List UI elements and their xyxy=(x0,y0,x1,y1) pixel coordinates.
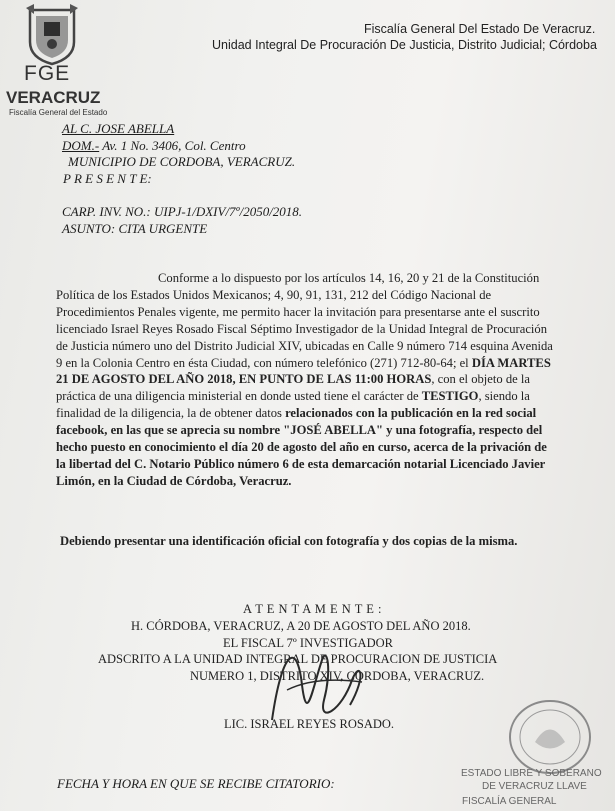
presente: P R E S E N T E: xyxy=(63,171,152,186)
body-line: licenciado Israel Reyes Rosado Fiscal Séptimo Investigador de la Unidad Integral de Procuración xyxy=(56,321,548,336)
body-line xyxy=(56,371,601,388)
logo-fge-text: FGE xyxy=(24,62,71,85)
dom-value: Av. 1 No. 3406, Col. Centro xyxy=(99,138,246,153)
body-line: la libertad del C. Notario Público número 6 de esta demarcación notarial Licenciado Javier xyxy=(56,456,546,471)
stamp-line-3: FISCALÍA GENERAL xyxy=(462,796,557,807)
dom-label: DOM.- xyxy=(62,138,100,153)
body-line: de Justicia número uno del Distrito Judicial XIV, ubicadas en Calle 9 número 714 esquina Avenida xyxy=(56,338,553,353)
body-line: facebook, en las que se aprecia su nombre "JOSÉ ABELLA" y una fotografía, respecto del xyxy=(56,423,543,438)
body-bold-segment: DÍA MARTES xyxy=(471,355,551,370)
recipient-city: MUNICIPIO DE CORDOBA, VERACRUZ. xyxy=(68,154,296,169)
signer-name: LIC. ISRAEL REYES ROSADO. xyxy=(224,717,395,731)
body-text-segment: , con el objeto de la xyxy=(431,372,530,387)
stamp-line-1: ESTADO LIBRE Y SOBERANO xyxy=(461,768,602,779)
recipient-address xyxy=(62,138,246,154)
body-line xyxy=(56,355,601,372)
body-line: Conforme a lo dispuesto por los artículos 14, 16, 20 y 21 de la Constitución xyxy=(158,271,540,285)
body-text-segment: 9 en la Colonia Centro en ésta Ciudad, con número telefónico (271) 712-80-64; el xyxy=(56,355,472,370)
coat-of-arms-icon xyxy=(22,4,82,66)
body-text-segment: , siendo la xyxy=(478,389,530,404)
atentamente: A T E N T A M E N T E : xyxy=(243,602,382,616)
header-line-2: Unidad Integral De Procuración De Justicia, Distrito Judicial; Córdoba xyxy=(212,38,597,52)
numero-line: NUMERO 1, DISTRITO XIV, CORDOBA, VERACRUZ. xyxy=(190,669,485,683)
body-line xyxy=(56,405,601,422)
body-line: Procedimientos Penales vigente, me permito hacer la invitación para presentarse ante el suscrito xyxy=(56,304,540,319)
subject: ASUNTO: CITA URGENTE xyxy=(62,221,208,236)
body-bold-segment: relacionados con la publicación en la red social xyxy=(285,406,537,421)
case-number: CARP. INV. NO.: UIPJ-1/DXIV/7º/2050/2018. xyxy=(62,204,303,219)
logo-subtitle: Fiscalía General del Estado xyxy=(9,108,108,117)
body-bold-segment: TESTIGO xyxy=(421,389,479,404)
body-line xyxy=(56,388,601,405)
adscrito-line: ADSCRITO A LA UNIDAD INTEGRAL DE PROCURACION DE JUSTICIA xyxy=(98,652,498,666)
official-seal-icon xyxy=(505,697,595,777)
received-date-label: FECHA Y HORA EN QUE SE RECIBE CITATORIO: xyxy=(57,776,335,791)
recipient-name: AL C. JOSE ABELLA xyxy=(62,121,175,136)
identification-note: Debiendo presentar una identificación oficial con fotografía y dos copias de la misma. xyxy=(60,534,518,548)
body-text-segment: finalidad de la diligencia, la de obtener datos xyxy=(56,406,286,421)
body-bold-segment: 21 DE AGOSTO DEL AÑO 2018, EN PUNTO DE LAS 11:00 HORAS xyxy=(56,372,432,387)
header-line-1: Fiscalía General Del Estado De Veracruz. xyxy=(364,22,596,36)
body-text-segment: práctica de una diligencia ministerial en donde usted tiene el carácter de xyxy=(56,389,422,404)
body-paragraph xyxy=(56,270,601,490)
stamp-line-2: DE VERACRUZ LLAVE xyxy=(482,781,587,792)
body-line: hecho puesto en conocimiento el día 20 de agosto del año en curso, acerca de la privación de xyxy=(56,440,547,455)
fge-veracruz-logo xyxy=(4,2,124,120)
signature-date: H. CÓRDOBA, VERACRUZ, A 20 DE AGOSTO DEL AÑO 2018. xyxy=(131,619,471,633)
body-line: Limón, en la Ciudad de Córdoba, Veracruz. xyxy=(56,473,292,488)
logo-veracruz-text: VERACRUZ xyxy=(6,88,101,107)
fiscal-title: EL FISCAL 7º INVESTIGADOR xyxy=(223,636,393,650)
body-line: Política de los Estados Unidos Mexicanos; 4, 90, 91, 131, 212 del Código Nacional de xyxy=(56,287,492,302)
